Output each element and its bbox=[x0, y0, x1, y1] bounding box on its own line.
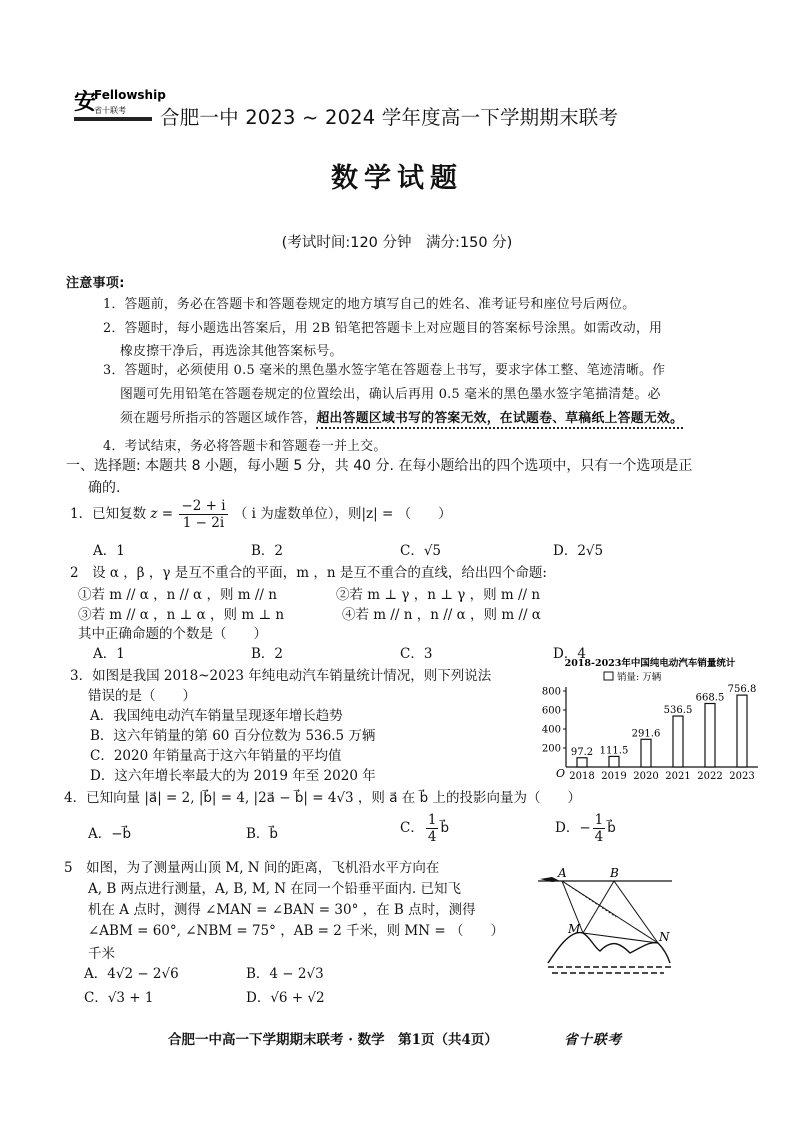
water-lines bbox=[548, 967, 672, 973]
mountain-outline bbox=[548, 933, 670, 963]
q5-option-a: A．4√2 − 2√6 bbox=[84, 966, 179, 982]
y-tick-label: 600 bbox=[541, 705, 561, 717]
question-3-stem-2: 错误的是（ ） bbox=[88, 688, 196, 704]
q4-option-c bbox=[400, 812, 449, 845]
logo-text: Fellowship bbox=[94, 88, 166, 102]
q2-option-c: C．3 bbox=[400, 646, 433, 662]
q4-d-den: 4 bbox=[594, 829, 604, 845]
y-tick-label: 200 bbox=[541, 743, 561, 755]
category-label-2020: 2020 bbox=[633, 771, 659, 782]
y-tick-label: 800 bbox=[541, 686, 561, 698]
q2-option-a: A．1 bbox=[93, 646, 125, 662]
q4-option-a: A．−b⃗ bbox=[88, 826, 132, 842]
question-1-stem bbox=[70, 498, 452, 531]
q4-d-num: 1 bbox=[594, 812, 604, 828]
question-5-line-3: 机在 A 点时，测得 ∠MAN = ∠BAN = 30° ，在 B 点时，测得 bbox=[88, 902, 476, 918]
value-label-2020: 291.6 bbox=[631, 728, 661, 740]
origin-label: O bbox=[556, 767, 566, 780]
bar-2022 bbox=[705, 703, 715, 767]
q2-option-b: B．2 bbox=[251, 646, 284, 662]
value-label-2019: 111.5 bbox=[599, 745, 629, 757]
q2-prop-4: ④若 m // n ，n // α ，则 m // α bbox=[342, 607, 541, 623]
q4-option-b: B．b⃗ bbox=[246, 826, 278, 842]
aux-line bbox=[562, 881, 616, 917]
q5-option-c: C．√3 + 1 bbox=[84, 990, 154, 1006]
q1-option-c: C．√5 bbox=[400, 543, 442, 559]
header-title: 合肥一中 2023 ~ 2024 学年度高一下学期期末联考 bbox=[160, 106, 619, 129]
question-5-line-2: A, B 两点进行测量，A, B, M, N 在同一个铅垂平面内. 已知飞 bbox=[88, 881, 461, 897]
category-label-2023: 2023 bbox=[729, 771, 755, 782]
note-2b: 橡皮擦干净后，再选涂其他答案标号。 bbox=[120, 344, 343, 359]
label-a: A bbox=[558, 866, 567, 880]
q5-option-d: D．√6 + √2 bbox=[246, 990, 325, 1006]
q2-prop-1: ①若 m // α ，n // α ，则 m // n bbox=[78, 587, 277, 603]
q4-c-frac bbox=[426, 812, 439, 845]
q3-option-b: B．这六年销量的第 60 百分位数为 536.5 万辆 bbox=[90, 728, 376, 744]
label-m: M bbox=[568, 922, 581, 936]
exam-info: (考试时间:120 分钟 满分:150 分) bbox=[281, 235, 513, 251]
question-5-line-4: ∠ABM = 60°, ∠NBM = 75° ，AB = 2 千米，则 MN = （ ） bbox=[88, 923, 504, 939]
q3-option-a: A．我国纯电动汽车销量呈现逐年增长趋势 bbox=[90, 708, 343, 724]
question-5-line-5: 千米 bbox=[88, 946, 115, 962]
note-3c-prefix: 须在题号所指示的答题区域作答， bbox=[120, 411, 317, 426]
q2-prop-2: ②若 m ⊥ γ ，n ⊥ γ ，则 m // n bbox=[336, 587, 541, 603]
bar-2018 bbox=[577, 758, 587, 767]
note-3c-emphasis: 超出答题区域书写的答案无效，在试题卷、草稿纸上答题无效。 bbox=[316, 411, 683, 429]
category-label-2022: 2022 bbox=[697, 771, 723, 782]
q1-prefix: 1．已知复数 bbox=[70, 506, 147, 522]
q4-c-suffix: b⃗ bbox=[440, 820, 450, 836]
q2-option-d: D．4 bbox=[553, 646, 586, 662]
q4-d-prefix: D．− bbox=[555, 820, 591, 836]
question-5-line-1: 5 如图，为了测量两山顶 M, N 间的距离，飞机沿水平方向在 bbox=[64, 860, 440, 876]
bar-2023 bbox=[737, 695, 747, 767]
legend-label: 销量: 万辆 bbox=[617, 672, 662, 683]
q2-question: 其中正确命题的个数是（ ） bbox=[78, 626, 267, 642]
fellowship-logo bbox=[74, 85, 166, 123]
q4-c-num: 1 bbox=[427, 812, 437, 828]
note-1: 1．答题前，务必在答题卡和答题卷规定的地方填写自己的姓名、准考证号和座位号后两位。 bbox=[103, 297, 636, 312]
footer-brand: 省十联考 bbox=[564, 1032, 622, 1048]
note-3b: 图题可先用铅笔在答题卷规定的位置绘出，确认后再用 0.5 毫米的黑色墨水签字笔描清楚。必 bbox=[120, 387, 661, 402]
page-title: 数学试题 bbox=[331, 163, 463, 194]
footer-text: 合肥一中高一下学期期末联考 · 数学 第1页（共4页） bbox=[168, 1032, 498, 1048]
q1-frac-num: −2 + i bbox=[181, 498, 226, 514]
value-label-2022: 668.5 bbox=[695, 692, 725, 704]
note-2a: 2．答题时，每小题选出答案后，用 2B 铅笔把答题卡上对应题目的答案标号涂黑。如需改动，用 bbox=[103, 321, 663, 336]
label-n: N bbox=[659, 930, 670, 944]
q1-fraction bbox=[179, 498, 227, 531]
value-label-2018: 97.2 bbox=[570, 746, 594, 758]
legend-swatch bbox=[604, 672, 613, 680]
q1-option-a: A．1 bbox=[93, 543, 125, 559]
section1-line2: 确的. bbox=[88, 480, 121, 496]
q1-frac-den: 1 − 2i bbox=[182, 515, 225, 531]
question-2-stem: 2 设 α ，β ，γ 是互不重合的平面，m ，n 是互不重合的直线，给出四个命题: bbox=[70, 565, 547, 581]
line-bn bbox=[614, 881, 658, 943]
label-b: B bbox=[610, 866, 619, 880]
logo-sub: 省十联考 bbox=[94, 106, 126, 115]
q4-d-suffix: b⃗ bbox=[607, 820, 616, 836]
bar-2021 bbox=[673, 716, 683, 767]
y-tick-label: 400 bbox=[541, 724, 561, 736]
q4-option-d bbox=[555, 812, 616, 845]
q3-option-d: D．这六年增长率最大的为 2019 年至 2020 年 bbox=[90, 768, 376, 784]
note-3a: 3．答题时，必须使用 0.5 毫米的黑色墨水签字笔在答题卷上书写，要求字体工整、笔迹清晰。作 bbox=[103, 363, 666, 378]
mountain-diagram bbox=[538, 855, 672, 980]
value-label-2021: 536.5 bbox=[663, 705, 693, 717]
question-3-stem-1: 3．如图是我国 2018~2023 年纯电动汽车销量统计情况，则下列说法 bbox=[70, 668, 492, 684]
q5-option-b: B．4 − 2√3 bbox=[246, 966, 324, 982]
bar-2019 bbox=[609, 756, 619, 767]
q1-option-d: D．2√5 bbox=[553, 543, 604, 559]
notes-heading: 注意事项: bbox=[66, 276, 125, 291]
q1-suffix: （ i 为虚数单位），则|z| = （ ） bbox=[233, 506, 452, 522]
q4-c-den: 4 bbox=[427, 829, 437, 845]
line-bm bbox=[583, 881, 614, 933]
bar-2020 bbox=[641, 739, 651, 767]
category-label-2018: 2018 bbox=[569, 771, 595, 782]
q1-option-b: B．2 bbox=[251, 543, 284, 559]
q4-d-frac bbox=[593, 812, 606, 845]
category-label-2019: 2019 bbox=[601, 771, 627, 782]
line-mn bbox=[583, 933, 658, 943]
q2-prop-3: ③若 m // α ，n ⊥ α ，则 m ⊥ n bbox=[78, 607, 285, 623]
chart-title: 2018-2023年中国纯电动汽车销量统计 bbox=[564, 658, 736, 669]
q1-z: z = bbox=[150, 506, 174, 522]
note-3c bbox=[120, 407, 683, 426]
q4-c-prefix: C． bbox=[400, 820, 424, 836]
note-4: 4．考试结束，务必将答题卡和答题卷一并上交。 bbox=[103, 439, 387, 454]
value-label-2023: 756.8 bbox=[727, 684, 757, 696]
logo-char: 安 bbox=[74, 89, 97, 115]
q3-option-c: C．2020 年销量高于这六年销量的平均值 bbox=[90, 748, 342, 764]
category-label-2021: 2021 bbox=[665, 771, 691, 782]
question-4-stem: 4．已知向量 |a⃗| = 2, |b⃗| = 4, |2a⃗ − b⃗| = 4√3 ，则 a⃗ 在 b⃗ 上的投影向量为（ ） bbox=[64, 790, 581, 806]
sales-bar-chart bbox=[530, 655, 770, 785]
section1-line1: 一、选择题: 本题共 8 小题，每小题 5 分，共 40 分. 在每小题给出的四个选项中，只有一个选项是正 bbox=[66, 458, 693, 474]
